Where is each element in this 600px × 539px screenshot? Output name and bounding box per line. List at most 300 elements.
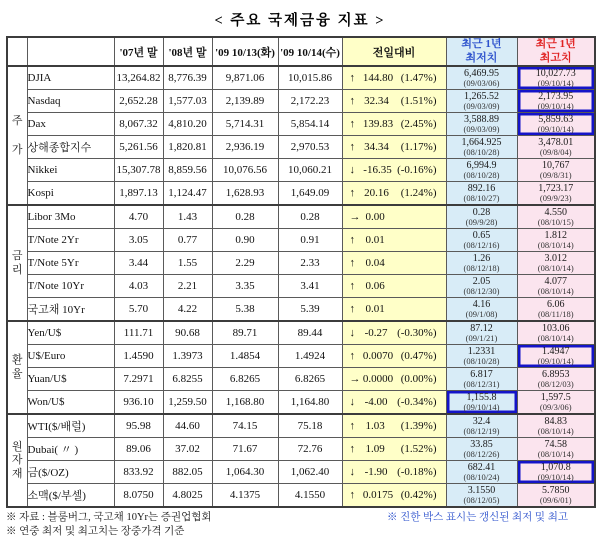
year-low-date: (09/03/09) bbox=[463, 100, 500, 111]
change-value: 34.34 bbox=[364, 141, 389, 153]
group-label bbox=[7, 66, 27, 205]
header-row bbox=[7, 37, 595, 66]
trend-arrow-icon: → bbox=[349, 373, 361, 385]
year-high-cell bbox=[517, 159, 595, 182]
change-percent: (1.17%) bbox=[400, 141, 437, 153]
value-1013: 2,936.19 bbox=[212, 136, 278, 159]
prev-day-change-cell bbox=[342, 66, 446, 90]
value-1014: 5.39 bbox=[278, 298, 342, 322]
indicator-name: 상해종합지수 bbox=[27, 136, 114, 159]
year-high-date: (08/10/15) bbox=[537, 216, 574, 227]
value-1013: 2.29 bbox=[212, 252, 278, 275]
value-1013: 5,714.31 bbox=[212, 113, 278, 136]
trend-arrow-icon: ↓ bbox=[349, 396, 355, 408]
trend-arrow-icon: ↑ bbox=[349, 118, 355, 130]
table-row bbox=[7, 484, 595, 508]
prev-day-change-cell bbox=[342, 136, 446, 159]
indicator-name: Yen/U$ bbox=[27, 321, 114, 345]
trend-arrow-icon: ↑ bbox=[349, 141, 355, 153]
year-low-date: (08/10/28) bbox=[463, 169, 500, 180]
year-low-value: 0.28 bbox=[472, 206, 491, 218]
value-07: 8.0750 bbox=[114, 484, 163, 508]
year-low-date: (08/10/28) bbox=[463, 146, 500, 157]
trend-arrow-icon: ↓ bbox=[349, 327, 355, 339]
value-07: 936.10 bbox=[114, 391, 163, 415]
change-value: 1.09 bbox=[365, 443, 385, 455]
value-08: 1,124.47 bbox=[163, 182, 212, 206]
prev-day-change-cell bbox=[342, 438, 446, 461]
value-07: 111.71 bbox=[114, 321, 163, 345]
group-label-char: 원 bbox=[11, 440, 23, 453]
value-1014: 1,062.40 bbox=[278, 461, 342, 484]
value-1013: 1,168.80 bbox=[212, 391, 278, 415]
change-value: 0.0000 bbox=[362, 373, 394, 385]
value-1014: 75.18 bbox=[278, 414, 342, 438]
prev-day-change-cell bbox=[342, 275, 446, 298]
year-high-value: 5,859.63 bbox=[538, 113, 574, 125]
header-col-change: 전일대비 bbox=[342, 37, 446, 66]
change-inner bbox=[343, 280, 446, 292]
group-label-char: 가 bbox=[11, 143, 23, 156]
year-low-date: (08/12/31) bbox=[463, 378, 500, 389]
value-1014: 2,172.23 bbox=[278, 90, 342, 113]
year-high-cell bbox=[517, 66, 595, 90]
value-1014: 72.76 bbox=[278, 438, 342, 461]
trend-arrow-icon: ↑ bbox=[349, 72, 355, 84]
header-col-08: '08년 말 bbox=[163, 37, 212, 66]
change-inner bbox=[343, 466, 446, 478]
year-high-date: (09/10/14) bbox=[537, 77, 574, 88]
change-inner bbox=[343, 373, 446, 385]
change-inner bbox=[343, 141, 446, 153]
year-high-date: (08/10/14) bbox=[537, 262, 574, 273]
change-inner bbox=[343, 489, 446, 501]
table-row bbox=[7, 321, 595, 345]
value-08: 8,776.39 bbox=[163, 66, 212, 90]
value-08: 4.22 bbox=[163, 298, 212, 322]
value-07: 13,264.82 bbox=[114, 66, 163, 90]
prev-day-change-cell bbox=[342, 484, 446, 508]
value-07: 3.05 bbox=[114, 229, 163, 252]
value-1013: 74.15 bbox=[212, 414, 278, 438]
trend-arrow-icon: ↑ bbox=[349, 489, 355, 501]
year-low-date: (09/1/08) bbox=[465, 308, 498, 319]
value-08: 6.8255 bbox=[163, 368, 212, 391]
table-row bbox=[7, 368, 595, 391]
year-high-cell bbox=[517, 90, 595, 113]
value-1014: 89.44 bbox=[278, 321, 342, 345]
value-1014: 5,854.14 bbox=[278, 113, 342, 136]
value-08: 1,577.03 bbox=[163, 90, 212, 113]
indicator-name: Libor 3Mo bbox=[27, 205, 114, 229]
indicator-name: 국고채 10Yr bbox=[27, 298, 114, 322]
value-08: 8,859.56 bbox=[163, 159, 212, 182]
value-07: 1,897.13 bbox=[114, 182, 163, 206]
year-high-date: (09/10/14) bbox=[537, 100, 574, 111]
year-low-value: 682.41 bbox=[467, 461, 496, 473]
header-col-1014: '09 10/14(수) bbox=[278, 37, 342, 66]
value-08: 1,820.81 bbox=[163, 136, 212, 159]
value-1013: 0.90 bbox=[212, 229, 278, 252]
year-low-value: 6.817 bbox=[470, 368, 493, 380]
table-row bbox=[7, 205, 595, 229]
group-label-char: 율 bbox=[11, 368, 23, 380]
value-08: 90.68 bbox=[163, 321, 212, 345]
value-08: 882.05 bbox=[163, 461, 212, 484]
value-1013: 3.35 bbox=[212, 275, 278, 298]
year-low-cell bbox=[446, 205, 517, 229]
financial-indicators-table bbox=[6, 36, 596, 508]
value-1014: 10,015.86 bbox=[278, 66, 342, 90]
change-percent: (-0.34%) bbox=[397, 396, 437, 408]
trend-arrow-icon: ↑ bbox=[349, 234, 355, 246]
year-low-cell bbox=[446, 229, 517, 252]
indicator-name: Won/U$ bbox=[27, 391, 114, 415]
prev-day-change-cell bbox=[342, 345, 446, 368]
value-07: 1.4590 bbox=[114, 345, 163, 368]
value-07: 5.70 bbox=[114, 298, 163, 322]
year-low-cell bbox=[446, 90, 517, 113]
year-high-value: 5.7850 bbox=[542, 484, 570, 496]
year-high-cell bbox=[517, 345, 595, 368]
value-1013: 1,064.30 bbox=[212, 461, 278, 484]
value-08: 1.43 bbox=[163, 205, 212, 229]
year-low-cell bbox=[446, 136, 517, 159]
year-low-cell bbox=[446, 321, 517, 345]
value-1014: 2.33 bbox=[278, 252, 342, 275]
table-row bbox=[7, 275, 595, 298]
footnote-left bbox=[6, 511, 212, 539]
group-label bbox=[7, 321, 27, 414]
change-value: 0.04 bbox=[365, 257, 385, 269]
prev-day-change-cell bbox=[342, 229, 446, 252]
year-high-date: (09/10/14) bbox=[537, 471, 574, 482]
year-high-value: 1,723.17 bbox=[538, 182, 574, 194]
year-high-value: 1.4947 bbox=[542, 345, 570, 357]
year-low-cell bbox=[446, 484, 517, 508]
indicator-name: T/Note 5Yr bbox=[27, 252, 114, 275]
value-07: 833.92 bbox=[114, 461, 163, 484]
indicator-name: Nikkei bbox=[27, 159, 114, 182]
indicator-name: Dax bbox=[27, 113, 114, 136]
year-high-date: (09/10/14) bbox=[537, 355, 574, 366]
table-row bbox=[7, 438, 595, 461]
prev-day-change-cell bbox=[342, 298, 446, 322]
table-row bbox=[7, 182, 595, 206]
table-row bbox=[7, 113, 595, 136]
table-row bbox=[7, 414, 595, 438]
change-value: 139.83 bbox=[362, 118, 394, 130]
year-low-header-line2: 최저치 bbox=[465, 51, 498, 64]
year-high-value: 1,597.5 bbox=[540, 391, 571, 403]
value-07: 4.70 bbox=[114, 205, 163, 229]
indicator-name: T/Note 2Yr bbox=[27, 229, 114, 252]
year-low-date: (08/12/30) bbox=[463, 285, 500, 296]
year-high-cell bbox=[517, 461, 595, 484]
value-07: 3.44 bbox=[114, 252, 163, 275]
year-low-date: (09/03/06) bbox=[463, 77, 500, 88]
change-percent: (0.42%) bbox=[400, 489, 437, 501]
value-08: 0.77 bbox=[163, 229, 212, 252]
value-1013: 4.1375 bbox=[212, 484, 278, 508]
table-row bbox=[7, 159, 595, 182]
year-high-value: 10,767 bbox=[542, 159, 570, 171]
year-low-cell bbox=[446, 66, 517, 90]
year-high-date: (09/6/01) bbox=[539, 494, 572, 505]
value-1014: 2,970.53 bbox=[278, 136, 342, 159]
footnote-source: ※ 자료 : 블룸버그, 국고채 10Yr는 증권업협회 bbox=[6, 512, 212, 523]
change-value: 0.0070 bbox=[362, 350, 394, 362]
table-row bbox=[7, 90, 595, 113]
change-inner bbox=[343, 396, 446, 408]
prev-day-change-cell bbox=[342, 321, 446, 345]
value-1014: 3.41 bbox=[278, 275, 342, 298]
year-low-cell bbox=[446, 461, 517, 484]
indicator-name: Yuan/U$ bbox=[27, 368, 114, 391]
value-08: 44.60 bbox=[163, 414, 212, 438]
change-percent: (0.00%) bbox=[400, 373, 437, 385]
year-low-date: (08/10/28) bbox=[463, 355, 500, 366]
change-percent: (-0.16%) bbox=[397, 164, 437, 176]
change-inner bbox=[343, 327, 446, 339]
indicator-name: Kospi bbox=[27, 182, 114, 206]
table-row bbox=[7, 461, 595, 484]
year-low-value: 1,265.52 bbox=[464, 90, 499, 102]
year-high-cell bbox=[517, 229, 595, 252]
year-low-date: (09/9/28) bbox=[465, 216, 498, 227]
value-07: 4.03 bbox=[114, 275, 163, 298]
year-low-date: (09/03/09) bbox=[463, 123, 500, 134]
year-high-header-line2: 최고치 bbox=[539, 51, 572, 64]
year-low-date: (08/12/05) bbox=[463, 494, 500, 505]
change-percent: (1.24%) bbox=[400, 187, 437, 199]
value-1013: 9,871.06 bbox=[212, 66, 278, 90]
table-row bbox=[7, 229, 595, 252]
prev-day-change-cell bbox=[342, 159, 446, 182]
year-high-date: (08/10/14) bbox=[537, 425, 574, 436]
value-1013: 71.67 bbox=[212, 438, 278, 461]
group-label-char: 환 bbox=[11, 354, 23, 367]
change-percent: (1.51%) bbox=[400, 95, 437, 107]
footnote-box-note: ※ 진한 박스 표시는 갱신된 최저 및 최고 bbox=[386, 512, 568, 523]
prev-day-change-cell bbox=[342, 90, 446, 113]
change-inner bbox=[343, 164, 446, 176]
value-1014: 1.4924 bbox=[278, 345, 342, 368]
year-low-date: (08/12/16) bbox=[463, 239, 500, 250]
year-low-date: (09/10/14) bbox=[463, 401, 500, 412]
year-low-cell bbox=[446, 252, 517, 275]
trend-arrow-icon: ↑ bbox=[349, 420, 355, 432]
year-low-value: 1.2331 bbox=[467, 345, 496, 357]
prev-day-change-cell bbox=[342, 252, 446, 275]
value-08: 37.02 bbox=[163, 438, 212, 461]
value-1014: 0.91 bbox=[278, 229, 342, 252]
year-low-value: 32.4 bbox=[472, 415, 491, 427]
year-low-cell bbox=[446, 414, 517, 438]
year-high-value: 6.06 bbox=[547, 298, 565, 310]
indicator-table-body bbox=[7, 66, 595, 507]
change-value: 0.06 bbox=[365, 280, 385, 292]
group-label-char: 리 bbox=[11, 263, 23, 276]
change-value: 32.34 bbox=[364, 95, 389, 107]
year-low-value: 87.12 bbox=[470, 322, 493, 334]
change-inner bbox=[343, 118, 446, 130]
trend-arrow-icon: ↑ bbox=[349, 280, 355, 292]
change-value: 144.80 bbox=[362, 72, 394, 84]
trend-arrow-icon: ↑ bbox=[349, 443, 355, 455]
change-percent: (1.39%) bbox=[400, 420, 437, 432]
value-1013: 5.38 bbox=[212, 298, 278, 322]
value-08: 1,259.50 bbox=[163, 391, 212, 415]
change-value: -0.27 bbox=[364, 327, 388, 339]
year-low-cell bbox=[446, 113, 517, 136]
value-1013: 6.8265 bbox=[212, 368, 278, 391]
trend-arrow-icon: ↑ bbox=[349, 187, 355, 199]
header-blank-name bbox=[27, 37, 114, 66]
header-blank-group bbox=[7, 37, 27, 66]
year-low-value: 1,155.8 bbox=[466, 391, 497, 403]
prev-day-change-cell bbox=[342, 113, 446, 136]
year-high-date: (08/12/03) bbox=[537, 378, 574, 389]
change-value: 0.0175 bbox=[362, 489, 394, 501]
year-high-cell bbox=[517, 113, 595, 136]
year-high-cell bbox=[517, 205, 595, 229]
year-high-cell bbox=[517, 182, 595, 206]
year-low-value: 1,664.925 bbox=[461, 136, 502, 148]
year-low-value: 33.85 bbox=[470, 438, 493, 450]
trend-arrow-icon: → bbox=[349, 211, 361, 223]
change-inner bbox=[343, 303, 446, 315]
change-inner bbox=[343, 234, 446, 246]
year-high-value: 3.012 bbox=[544, 252, 567, 264]
change-value: -4.00 bbox=[364, 396, 388, 408]
trend-arrow-icon: ↓ bbox=[349, 466, 355, 478]
group-label bbox=[7, 414, 27, 507]
value-1014: 10,060.21 bbox=[278, 159, 342, 182]
year-low-value: 1.26 bbox=[472, 252, 491, 264]
year-low-cell bbox=[446, 391, 517, 415]
year-high-value: 4.077 bbox=[544, 275, 567, 287]
trend-arrow-icon: ↑ bbox=[349, 303, 355, 315]
value-1014: 0.28 bbox=[278, 205, 342, 229]
prev-day-change-cell bbox=[342, 368, 446, 391]
year-low-cell bbox=[446, 298, 517, 322]
year-low-cell bbox=[446, 182, 517, 206]
value-1013: 89.71 bbox=[212, 321, 278, 345]
year-high-date: (08/10/14) bbox=[537, 239, 574, 250]
change-value: 0.01 bbox=[365, 234, 385, 246]
value-07: 8,067.32 bbox=[114, 113, 163, 136]
indicator-name: U$/Euro bbox=[27, 345, 114, 368]
value-1013: 2,139.89 bbox=[212, 90, 278, 113]
value-07: 7.2971 bbox=[114, 368, 163, 391]
indicator-name: Nasdaq bbox=[27, 90, 114, 113]
footnotes bbox=[6, 511, 594, 539]
year-high-date: (09/3/06) bbox=[539, 401, 572, 412]
indicator-name: 금($/OZ) bbox=[27, 461, 114, 484]
year-low-date: (09/1/21) bbox=[465, 332, 498, 343]
group-label-char: 금 bbox=[11, 249, 23, 262]
year-high-date: (09/8/31) bbox=[539, 169, 572, 180]
year-high-cell bbox=[517, 484, 595, 508]
year-high-date: (09/10/14) bbox=[537, 123, 574, 134]
change-percent: (2.45%) bbox=[400, 118, 437, 130]
trend-arrow-icon: ↑ bbox=[349, 257, 355, 269]
year-low-cell bbox=[446, 438, 517, 461]
change-value: 0.00 bbox=[365, 211, 385, 223]
year-high-value: 74.58 bbox=[544, 438, 567, 450]
footnote-basis: ※ 연중 최저 및 최고치는 장중가격 기준 bbox=[6, 526, 185, 538]
change-value: -1.90 bbox=[364, 466, 388, 478]
prev-day-change-cell bbox=[342, 414, 446, 438]
year-high-cell bbox=[517, 368, 595, 391]
change-value: 0.01 bbox=[365, 303, 385, 315]
change-inner bbox=[343, 350, 446, 362]
year-low-date: (08/12/19) bbox=[463, 425, 500, 436]
value-1013: 0.28 bbox=[212, 205, 278, 229]
table-row bbox=[7, 136, 595, 159]
year-low-value: 6,469.95 bbox=[464, 67, 499, 79]
value-07: 2,652.28 bbox=[114, 90, 163, 113]
value-1013: 1,628.93 bbox=[212, 182, 278, 206]
year-high-value: 10,027.73 bbox=[535, 67, 576, 79]
table-row bbox=[7, 298, 595, 322]
prev-day-change-cell bbox=[342, 461, 446, 484]
change-inner bbox=[343, 187, 446, 199]
year-high-value: 1.812 bbox=[544, 229, 567, 241]
change-inner bbox=[343, 420, 446, 432]
change-inner bbox=[343, 443, 446, 455]
indicator-name: T/Note 10Yr bbox=[27, 275, 114, 298]
group-label-char: 자 bbox=[11, 454, 23, 467]
group-label-char: 재 bbox=[11, 467, 23, 480]
prev-day-change-cell bbox=[342, 182, 446, 206]
year-high-date: (08/10/14) bbox=[537, 332, 574, 343]
year-high-value: 1,070.8 bbox=[540, 461, 571, 473]
change-inner bbox=[343, 257, 446, 269]
year-low-cell bbox=[446, 345, 517, 368]
table-row bbox=[7, 345, 595, 368]
trend-arrow-icon: ↑ bbox=[349, 95, 355, 107]
year-low-value: 3,588.89 bbox=[464, 113, 499, 125]
change-inner bbox=[343, 211, 446, 223]
year-low-cell bbox=[446, 368, 517, 391]
trend-arrow-icon: ↑ bbox=[349, 350, 355, 362]
value-1013: 1.4854 bbox=[212, 345, 278, 368]
year-high-value: 103.06 bbox=[542, 322, 570, 334]
value-08: 1.55 bbox=[163, 252, 212, 275]
year-high-date: (09/9/23) bbox=[539, 192, 572, 203]
value-07: 5,261.56 bbox=[114, 136, 163, 159]
year-high-date: (08/10/14) bbox=[537, 448, 574, 459]
group-label-char: 주 bbox=[11, 114, 23, 127]
year-high-date: (08/10/14) bbox=[537, 285, 574, 296]
prev-day-change-cell bbox=[342, 391, 446, 415]
year-low-cell bbox=[446, 275, 517, 298]
year-low-date: (08/10/27) bbox=[463, 192, 500, 203]
value-08: 2.21 bbox=[163, 275, 212, 298]
indicator-name: DJIA bbox=[27, 66, 114, 90]
header-col-07: '07년 말 bbox=[114, 37, 163, 66]
year-low-value: 2.05 bbox=[472, 275, 491, 287]
table-row bbox=[7, 66, 595, 90]
page-title: < 주요 국제금융 지표 > bbox=[214, 13, 386, 29]
change-percent: (1.47%) bbox=[400, 72, 437, 84]
year-low-date: (08/10/24) bbox=[463, 471, 500, 482]
change-inner bbox=[343, 72, 446, 84]
year-low-value: 0.65 bbox=[472, 229, 491, 241]
year-low-date: (08/12/26) bbox=[463, 448, 500, 459]
